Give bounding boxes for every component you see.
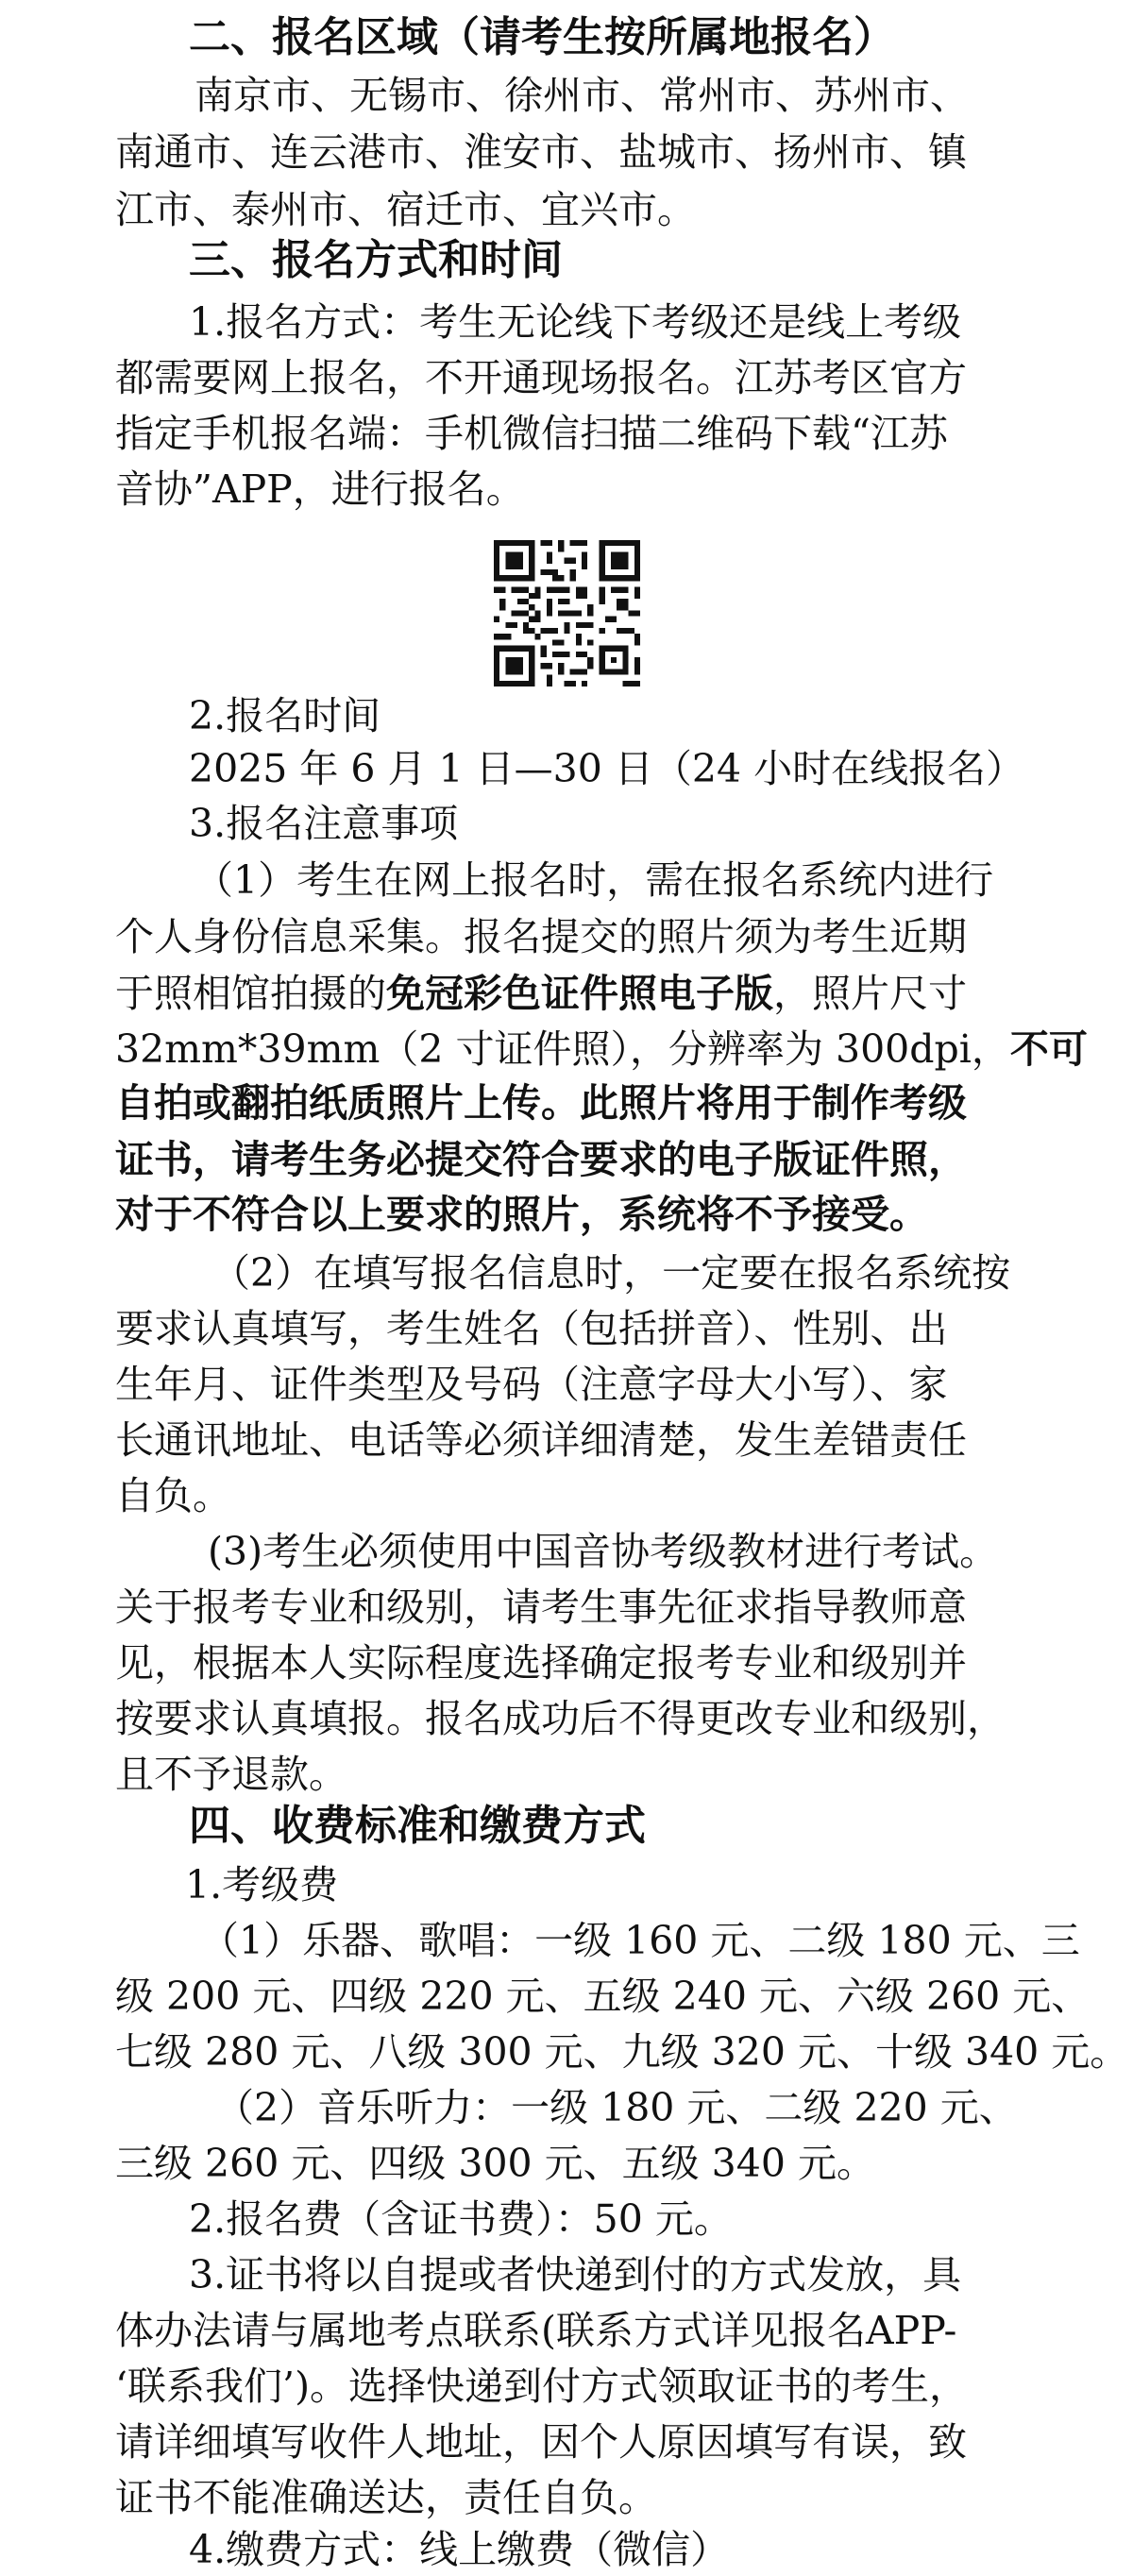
paragraph-line: 自负。 — [115, 1473, 231, 1518]
app-download-qr-code — [494, 540, 640, 686]
paragraph-line: 4.缴费方式：线上缴费（微信） — [189, 2527, 730, 2572]
paragraph-line: 且不予退款。 — [115, 1752, 347, 1797]
paragraph-line — [115, 967, 1133, 1020]
paragraph-line: 级 200 元、四级 220 元、五级 240 元、六级 260 元、 — [115, 1974, 1091, 2019]
paragraph-line: 个人身份信息采集。报名提交的照片须为考生近期 — [115, 914, 967, 959]
text-run: 于照相馆拍摄的 — [115, 971, 386, 1016]
paragraph-line: 1.报名方式：考生无论线下考级还是线上考级 — [189, 299, 962, 345]
text-run-bold: 不可 — [1009, 1026, 1088, 1072]
paragraph-line: 要求认真填写，考生姓名（包括拼音）、性别、出 — [115, 1306, 948, 1351]
text-run: ，照片尺寸 — [773, 971, 967, 1016]
paragraph-line: 七级 280 元、八级 300 元、九级 320 元、十级 340 元。 — [115, 2029, 1129, 2075]
paragraph-line: 都需要网上报名，不开通现场报名。江苏考区官方 — [115, 355, 967, 400]
paragraph-line: 南通市、连云港市、淮安市、盐城市、扬州市、镇 — [115, 129, 967, 175]
section-heading-fees: 四、收费标准和缴费方式 — [189, 1802, 646, 1850]
paragraph-line: 见，根据本人实际程度选择确定报考专业和级别并 — [115, 1640, 967, 1686]
paragraph-line-bold: 对于不符合以上要求的照片，系统将不予接受。 — [115, 1192, 928, 1237]
paragraph-line: 按要求认真填报。报名成功后不得更改专业和级别， — [115, 1696, 1006, 1741]
paragraph-line: 3.证书将以自提或者快递到付的方式发放，具 — [189, 2252, 962, 2297]
paragraph-line: 江市、泰州市、宿迁市、宜兴市。 — [115, 187, 696, 232]
section-heading-registration-area: 二、报名区域（请考生按所属地报名） — [189, 13, 895, 61]
paragraph-line: ‘联系我们’)。选择快递到付方式领取证书的考生， — [115, 2364, 969, 2409]
text-run-bold: 免冠彩色证件照电子版 — [386, 971, 773, 1016]
paragraph-line: 请详细填写收件人地址，因个人原因填写有误，致 — [115, 2419, 967, 2465]
paragraph-line: （1）考生在网上报名时，需在报名系统内进行 — [194, 857, 994, 903]
paragraph-line — [115, 1023, 1133, 1076]
paragraph-line: （1）乐器、歌唱：一级 160 元、二级 180 元、三 — [200, 1918, 1080, 1963]
paragraph-line: 关于报考专业和级别，请考生事先征求指导教师意 — [115, 1585, 967, 1630]
paragraph-line: （2）音乐听力：一级 180 元、二级 220 元、 — [215, 2085, 1018, 2130]
paragraph-line-bold: 证书，请考生务必提交符合要求的电子版证件照， — [115, 1137, 967, 1182]
section-heading-registration-method: 三、报名方式和时间 — [189, 236, 563, 284]
paragraph-line: 三级 260 元、四级 300 元、五级 340 元。 — [115, 2141, 875, 2186]
paragraph-line: 证书不能准确送达，责任自负。 — [115, 2475, 657, 2520]
paragraph-line: 南京市、无锡市、徐州市、常州市、苏州市、 — [194, 73, 969, 118]
paragraph-line: （2）在填写报名信息时，一定要在报名系统按 — [211, 1250, 1011, 1296]
paragraph-line: 长通讯地址、电话等必须详细清楚，发生差错责任 — [115, 1417, 967, 1463]
paragraph-line: 指定手机报名端：手机微信扫描二维码下载“江苏 — [115, 411, 948, 456]
paragraph-line: 2025 年 6 月 1 日—30 日（24 小时在线报名） — [189, 746, 1025, 791]
paragraph-line: (3)考生必须使用中国音协考级教材进行考试。 — [208, 1529, 999, 1574]
paragraph-line: 3.报名注意事项 — [189, 801, 459, 846]
paragraph-line-bold: 自拍或翻拍纸质照片上传。此照片将用于制作考级 — [115, 1080, 967, 1126]
paragraph-line: 体办法请与属地考点联系(联系方式详见报名APP- — [115, 2308, 957, 2353]
paragraph-line: 1.考级费 — [185, 1862, 339, 1907]
paragraph-line: 2.报名时间 — [189, 693, 381, 738]
text-run: 32mm*39mm（2 寸证件照），分辨率为 300dpi， — [115, 1026, 1010, 1072]
paragraph-line: 2.报名费（含证书费）：50 元。 — [189, 2196, 733, 2242]
paragraph-line: 音协”APP，进行报名。 — [115, 466, 525, 512]
paragraph-line: 生年月、证件类型及号码（注意字母大小写）、家 — [115, 1362, 948, 1407]
